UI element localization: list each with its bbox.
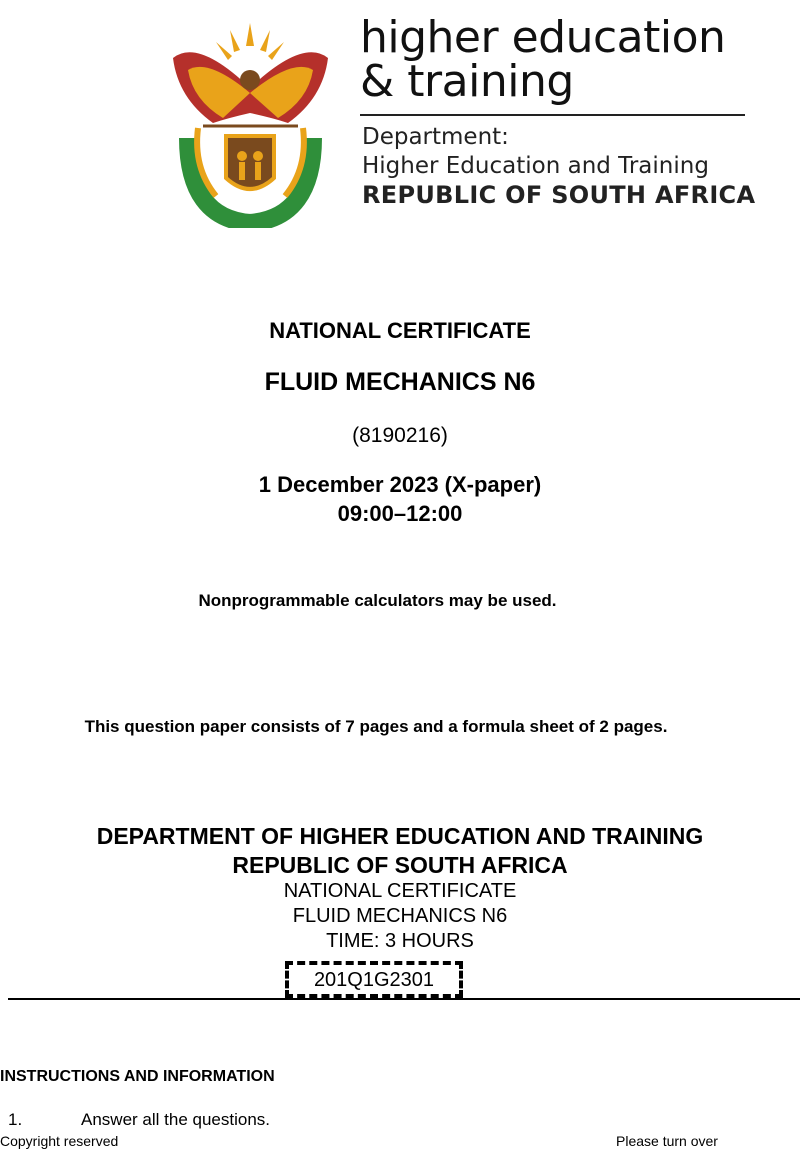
subject-subtitle: FLUID MECHANICS N6 bbox=[292, 905, 508, 927]
brand-name-line1: higher education bbox=[360, 12, 726, 63]
duration-label: TIME: 3 HOURS bbox=[326, 930, 474, 952]
instruction-number: 1. bbox=[8, 1110, 23, 1129]
brand-name-line2: & training bbox=[360, 56, 574, 107]
department-label: Department: bbox=[362, 124, 509, 150]
exam-time: 09:00–12:00 bbox=[337, 501, 463, 526]
instructions-heading: INSTRUCTIONS AND INFORMATION bbox=[0, 1068, 275, 1085]
certificate-subtitle: NATIONAL CERTIFICATE bbox=[283, 880, 517, 902]
copyright-footer: Copyright reserved bbox=[0, 1133, 119, 1149]
turn-over-footer: Please turn over bbox=[616, 1133, 718, 1149]
department-heading: DEPARTMENT OF HIGHER EDUCATION AND TRAINING bbox=[96, 823, 704, 849]
country-name: REPUBLIC OF SOUTH AFRICA bbox=[362, 181, 756, 209]
brand-divider bbox=[360, 114, 745, 116]
subject-title: FLUID MECHANICS N6 bbox=[264, 368, 536, 396]
subject-code: (8190216) bbox=[352, 424, 448, 447]
exam-date: 1 December 2023 (X-paper) bbox=[258, 472, 542, 497]
country-heading: REPUBLIC OF SOUTH AFRICA bbox=[232, 852, 568, 878]
pages-note: This question paper consists of 7 pages and a formula sheet of 2 pages. bbox=[84, 717, 668, 736]
paper-code: 201Q1G2301 bbox=[285, 961, 463, 998]
section-divider bbox=[8, 998, 800, 1000]
coat-of-arms-logo bbox=[168, 18, 333, 228]
instruction-text: Answer all the questions. bbox=[81, 1110, 270, 1129]
department-name: Higher Education and Training bbox=[362, 153, 709, 179]
calculator-note: Nonprogrammable calculators may be used. bbox=[198, 591, 557, 610]
certificate-title: NATIONAL CERTIFICATE bbox=[269, 318, 531, 343]
